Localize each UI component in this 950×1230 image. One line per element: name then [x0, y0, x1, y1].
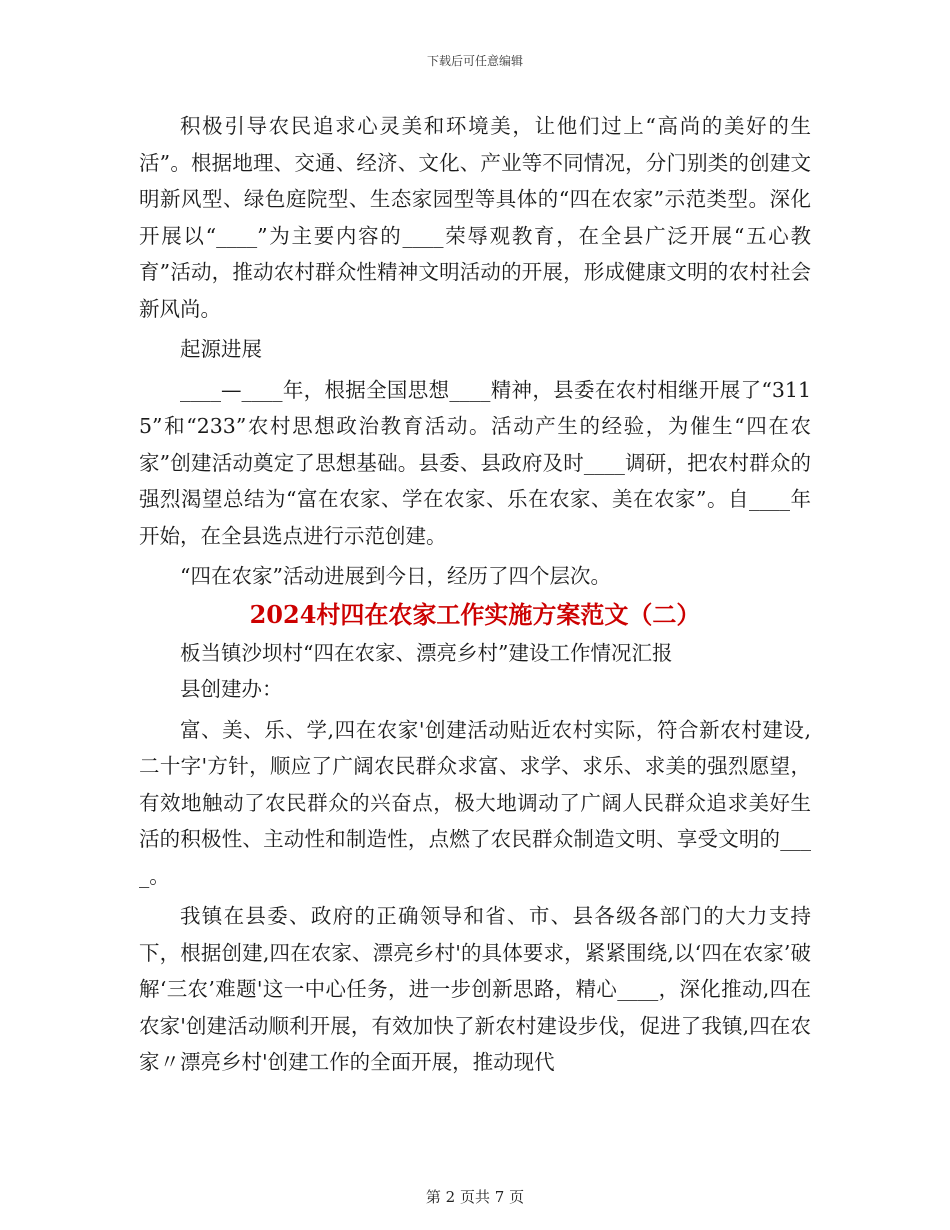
section-heading-origin: 起源进展 — [180, 337, 262, 361]
paragraph: ____—____年，根据全国思想____精神，县委在农村相继开展了“3115”和“233”农村思想政治教育活动。活动产生的经验，为催生“四在农家”创建活动奠定了思想基础。县委、县政府及时____调研，把农村群众的强烈渴望总结为“富在农家、学在农家、乐在农家、美在农家”。自____年开始，在全县选点进行示范创建。 — [139, 377, 811, 548]
page-header: 下载后可任意编辑 — [426, 54, 523, 68]
document-body — [139, 108, 811, 1081]
report-title: 板当镇沙坝村“四在农家、漂亮乡村”建设工作情况汇报 — [180, 640, 673, 665]
paragraph: 我镇在县委、政府的正确领导和省、市、县各级各部门的大力支持下，根据创建,四在农家、漂亮乡村'的具体要求，紧紧围绕,以‘四在农家’破解‘三农’难题'这一中心任务，进一步创新思路，精心____，深化推动,四在农家'创建活动顺利开展，有效加快了新农村建设步伐，促进了我镇,四在农家〃漂亮乡村'创建工作的全面开展，推动现代 — [139, 904, 811, 1074]
addressee: 县创建办： — [180, 677, 283, 701]
section-title: 2024村四在农家工作实施方案范文（二） — [249, 599, 701, 629]
paragraph: 富、美、乐、学,四在农家'创建活动贴近农村实际，符合新农村建设,二十字'方针，顺应了广阔农民群众求富、求学、求乐、求美的强烈愿望，有效地触动了农民群众的兴奋点，极大地调动了广阔人民群众追求美好生活的积极性、主动性和制造性，点燃了农民群众制造文明、享受文明的____。 — [139, 717, 811, 888]
page-footer: 第 2 页共 7 页 — [425, 1188, 525, 1206]
paragraph: “四在农家”活动进展到今日，经历了四个层次。 — [180, 564, 611, 588]
paragraph: 积极引导农民追求心灵美和环境美，让他们过上“高尚的美好的生活”。根据地理、交通、经济、文化、产业等不同情况，分门别类的创建文明新风型、绿色庭院型、生态家园型等具体的“四在农家”示范类型。深化开展以“____”为主要内容的____荣辱观教育，在全县广泛开展“五心教育”活动，推动农村群众性精神文明活动的开展，形成健康文明的农村社会新风尚。 — [139, 114, 811, 321]
